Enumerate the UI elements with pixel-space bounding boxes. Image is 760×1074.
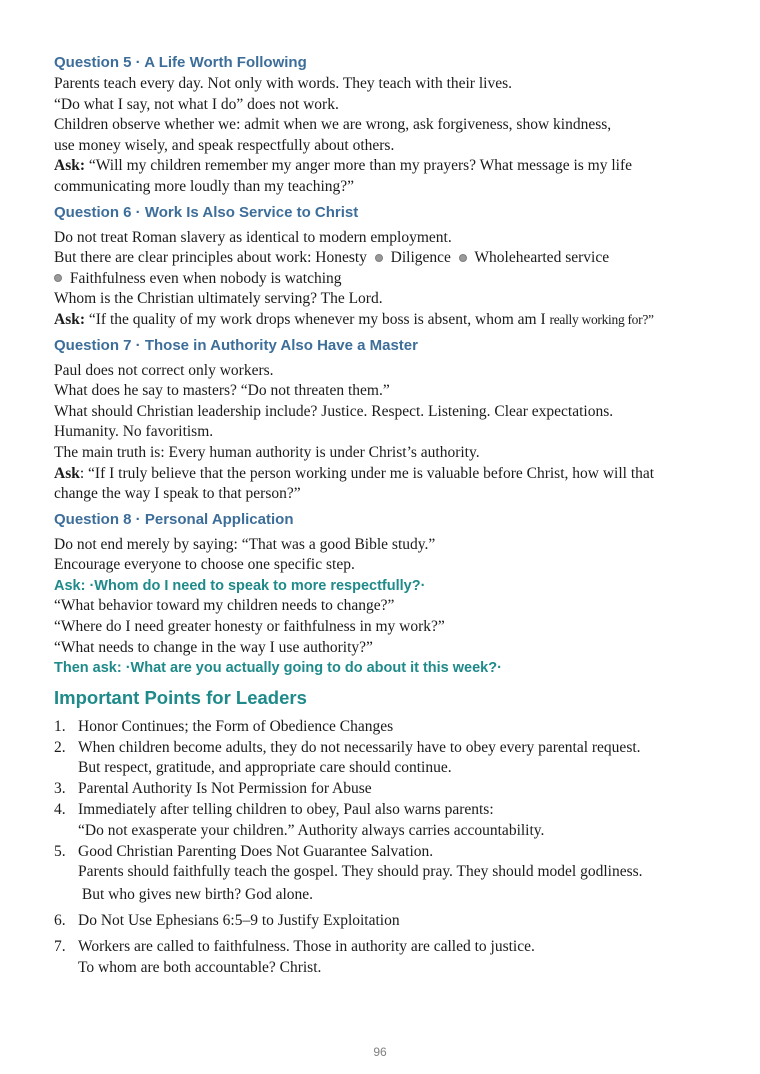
- question-6-heading: Question 6 · Work Is Also Service to Christ: [54, 203, 359, 221]
- q6-ask-text: “If the quality of my work drops whenever my boss is absent, whom am I: [85, 310, 550, 328]
- ask-label: Ask:: [54, 157, 86, 175]
- list-item-text: But respect, gratitude, and appropriate care should continue.: [78, 759, 452, 777]
- q6-ask: [54, 310, 724, 331]
- list-item-text: Workers are called to faithfulness. Those in authority are called to justice.: [78, 937, 535, 955]
- q6-principles-intro: But there are clear principles about work: Honesty: [54, 249, 371, 267]
- list-item-text: Parents should faithfully teach the gospel. They should pray. They should model godliness.: [78, 863, 643, 881]
- leaders-list: [54, 717, 724, 979]
- list-item: [54, 911, 724, 932]
- q6-principle: Faithfulness even when nobody is watching: [66, 269, 342, 287]
- list-item: [54, 800, 724, 842]
- bullet-dot-icon: [375, 254, 383, 262]
- page-number: 96: [373, 1045, 387, 1059]
- ask-label: Ask: [54, 464, 80, 482]
- q8-question: “Where do I need greater honesty or faithfulness in my work?”: [54, 618, 445, 636]
- q8-then-ask: Then ask: ·What are you actually going to do about it this week?·: [54, 660, 502, 677]
- page-content: [54, 52, 724, 978]
- list-item-text: Good Christian Parenting Does Not Guarantee Salvation.: [78, 842, 434, 860]
- q7-line: What does he say to masters? “Do not threaten them.”: [54, 382, 390, 400]
- question-8-heading: Question 8 · Personal Application: [54, 510, 294, 528]
- list-item-text: Parental Authority Is Not Permission for Abuse: [78, 780, 372, 798]
- q5-line: Parents teach every day. Not only with words. They teach with their lives.: [54, 75, 512, 92]
- q8-line: Encourage everyone to choose one specific step.: [54, 556, 355, 574]
- list-item-text: To whom are both accountable? Christ.: [78, 958, 322, 976]
- list-item-number: 1.: [54, 717, 66, 735]
- q7-ask: [54, 464, 724, 485]
- list-item-text: When children become adults, they do not necessarily have to obey every parental request.: [78, 738, 641, 756]
- list-item-text: But who gives new birth? God alone.: [78, 886, 314, 904]
- q8-line: Do not end merely by saying: “That was a good Bible study.”: [54, 535, 436, 553]
- q7-line: Paul does not correct only workers.: [54, 361, 274, 379]
- bullet-dot-icon: [459, 254, 467, 262]
- q7-ask-cont: change the way I speak to that person?”: [54, 485, 301, 503]
- q6-line: Whom is the Christian ultimately serving? The Lord.: [54, 290, 383, 308]
- q8-question: “What needs to change in the way I use authority?”: [54, 638, 373, 656]
- q6-principle: Wholehearted service: [470, 249, 610, 267]
- bullet-dot-icon: [54, 274, 62, 282]
- list-item-text: “Do not exasperate your children.” Authority always carries accountability.: [78, 821, 545, 839]
- list-item-number: 6.: [54, 912, 66, 930]
- q5-line: use money wisely, and speak respectfully about others.: [54, 136, 395, 154]
- q7-line: The main truth is: Every human authority is under Christ’s authority.: [54, 443, 480, 461]
- q6-principles: [54, 248, 724, 269]
- q6-principles-cont: [54, 269, 724, 290]
- ask-label: Ask:: [54, 310, 86, 328]
- list-item-text: Immediately after telling children to obey, Paul also warns parents:: [78, 801, 494, 819]
- q5-line: Children observe whether we: admit when we are wrong, ask forgiveness, show kindness,: [54, 116, 612, 134]
- q5-ask: [54, 156, 724, 177]
- question-5-heading: Question 5 · A Life Worth Following: [54, 54, 307, 71]
- q5-line: “Do what I say, not what I do” does not work.: [54, 95, 339, 113]
- q6-principle: Diligence: [386, 249, 455, 267]
- list-item: [54, 937, 724, 979]
- list-item-text: Do Not Use Ephesians 6:5–9 to Justify Exploitation: [78, 912, 400, 930]
- q5-ask-cont: communicating more loudly than my teaching?”: [54, 177, 355, 195]
- leaders-section-title: Important Points for Leaders: [54, 686, 307, 708]
- list-item: [54, 842, 724, 906]
- list-item: [54, 738, 724, 780]
- q8-ask: Ask: ·Whom do I need to speak to more respectfully?·: [54, 577, 426, 594]
- list-item: [54, 717, 724, 738]
- q6-line: Do not treat Roman slavery as identical to modern employment.: [54, 228, 452, 246]
- q8-question: “What behavior toward my children needs to change?”: [54, 597, 395, 615]
- list-item-text: Honor Continues; the Form of Obedience Changes: [78, 717, 394, 735]
- q6-ask-tail: really working for?”: [549, 311, 654, 327]
- q7-ask-text: : “If I truly believe that the person working under me is valuable before Christ, how will that: [79, 464, 655, 482]
- q7-line: Humanity. No favoritism.: [54, 423, 214, 441]
- list-item-number: 4.: [54, 801, 66, 819]
- list-item: [54, 779, 724, 800]
- list-item-number: 3.: [54, 780, 66, 798]
- list-item-number: 2.: [54, 738, 66, 756]
- question-7-heading: Question 7 · Those in Authority Also Have a Master: [54, 336, 418, 354]
- list-item-number: 7.: [54, 937, 66, 955]
- q7-line: What should Christian leadership include? Justice. Respect. Listening. Clear expectations.: [54, 402, 614, 420]
- list-item-number: 5.: [54, 842, 66, 860]
- q5-ask-text: “Will my children remember my anger more than my prayers? What message is my life: [85, 157, 633, 175]
